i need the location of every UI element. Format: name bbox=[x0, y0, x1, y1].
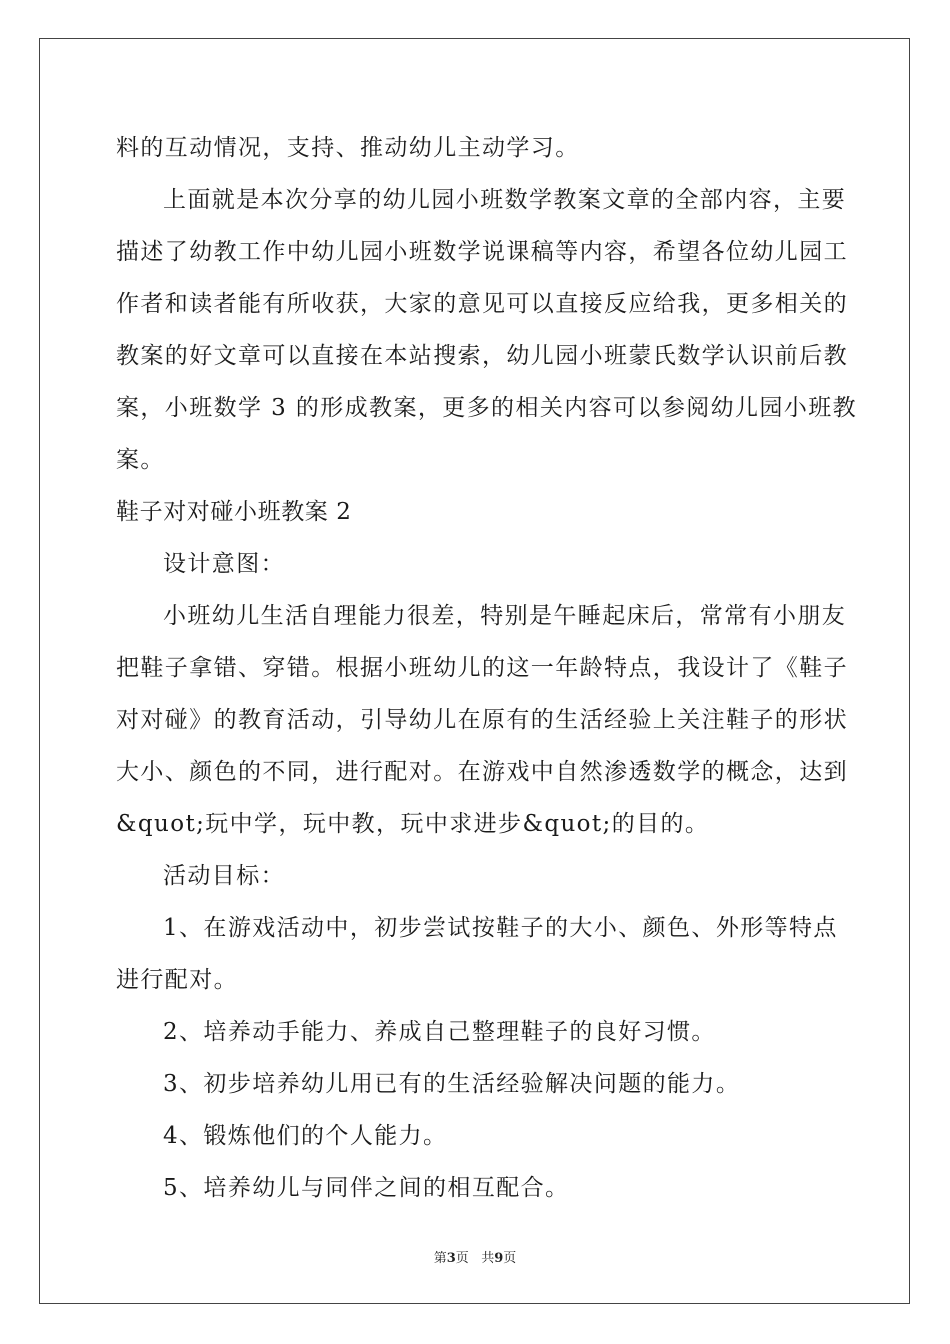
text-line: &quot;玩中学，玩中教，玩中求进步&quot;的目的。 bbox=[116, 811, 710, 837]
page-prefix: 第 bbox=[433, 1251, 447, 1266]
page-number: 3 bbox=[446, 1251, 456, 1266]
document-body bbox=[116, 122, 858, 1214]
text-line: 进行配对。 bbox=[116, 967, 238, 993]
total-prefix: 共 bbox=[481, 1251, 495, 1266]
section-heading: 鞋子对对碰小班教案 2 bbox=[116, 499, 352, 525]
text-line: 把鞋子拿错、穿错。根据小班幼儿的这一年龄特点，我设计了《鞋子 bbox=[116, 655, 848, 681]
text-line: 设计意图： bbox=[163, 551, 285, 577]
page-suffix: 页 bbox=[455, 1251, 469, 1266]
text-line: 案。 bbox=[116, 447, 165, 473]
text-line: 描述了幼教工作中幼儿园小班数学说课稿等内容，希望各位幼儿园工 bbox=[116, 239, 848, 265]
text-line: 大小、颜色的不同，进行配对。在游戏中自然渗透数学的概念，达到 bbox=[116, 759, 848, 785]
text-line: 作者和读者能有所收获，大家的意见可以直接反应给我，更多相关的 bbox=[116, 291, 848, 317]
text-line: 活动目标： bbox=[163, 863, 285, 889]
text-line: 4、锻炼他们的个人能力。 bbox=[163, 1123, 448, 1149]
total-suffix: 页 bbox=[503, 1251, 517, 1266]
text-line: 料的互动情况，支持、推动幼儿主动学习。 bbox=[116, 135, 580, 161]
text-line: 上面就是本次分享的幼儿园小班数学教案文章的全部内容，主要 bbox=[163, 187, 847, 213]
text-line: 案，小班数学 3 的形成教案，更多的相关内容可以参阅幼儿园小班教 bbox=[116, 395, 858, 421]
page-footer bbox=[0, 1247, 950, 1266]
text-line: 2、培养动手能力、养成自己整理鞋子的良好习惯。 bbox=[163, 1019, 716, 1045]
text-line: 3、初步培养幼儿用已有的生活经验解决问题的能力。 bbox=[163, 1071, 741, 1097]
text-line: 1、在游戏活动中，初步尝试按鞋子的大小、颜色、外形等特点 bbox=[163, 915, 838, 941]
text-line: 小班幼儿生活自理能力很差，特别是午睡起床后，常常有小朋友 bbox=[163, 603, 847, 629]
text-line: 对对碰》的教育活动，引导幼儿在原有的生活经验上关注鞋子的形状 bbox=[116, 707, 848, 733]
text-line: 教案的好文章可以直接在本站搜索，幼儿园小班蒙氏数学认识前后教 bbox=[116, 343, 848, 369]
total-pages: 9 bbox=[494, 1251, 504, 1266]
text-line: 5、培养幼儿与同伴之间的相互配合。 bbox=[163, 1175, 570, 1201]
